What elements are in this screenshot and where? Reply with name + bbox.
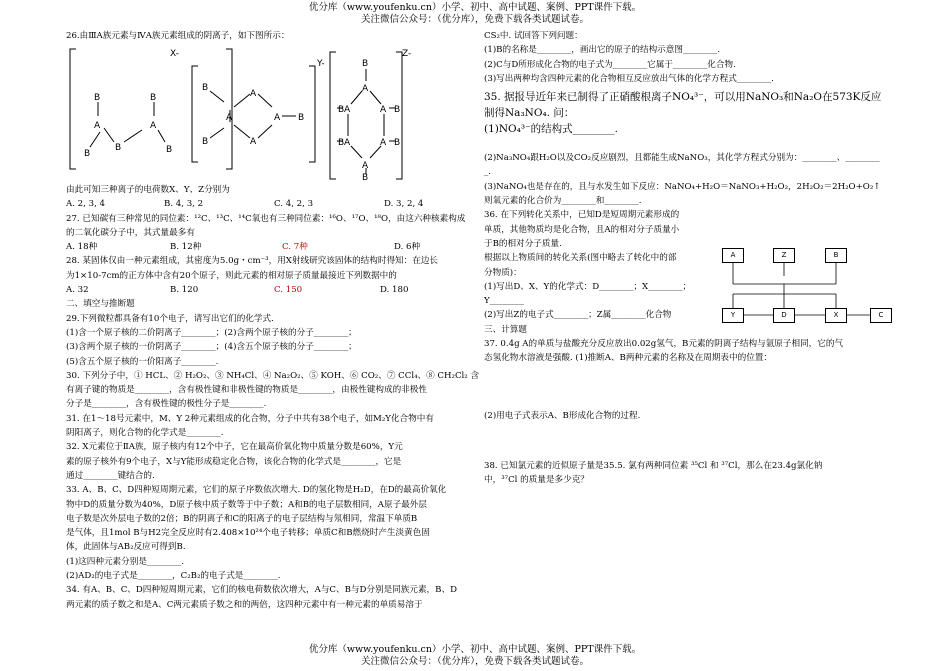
q27-stem: 27. 已知碳有三种常见的同位素：¹²C、¹³C、¹⁴C氧也有三种同位素：¹⁶O、¹⁷O、¹⁸O，由这六种核素构成 [66,213,466,224]
q35-part-3: (3)NaNO₄也是存在的，且与水发生如下反应：NaNO₄+H₂O＝NaNO₃+H₂O₂，2H₂O₂＝2H₂O+O₂↑ [484,181,881,192]
q34-part-1: (1)B的名称是________，画出它的原子的结构示意图________. [484,45,721,56]
q35-stem: 35. 据报导近年来已制得了正硝酸根离子NO₄³⁻，可以用NaNO₃和Na₂O在573K反应 [484,91,882,104]
atom-b: B [84,149,91,159]
option: D. 3, 2, 4 [384,199,424,210]
charge-x: X- [170,49,179,59]
flow-box-a: A [722,248,744,263]
q37-stem-cont: 态氢化物水溶液是强酸. (1)推断A、B两种元素的名称及在周期表中的位置： [484,353,772,364]
q27-stem-cont: 的二氧化碳分子中，其式量最多有 [66,227,195,238]
atom-a: A [150,121,157,131]
q35-part-2-end: _. [484,167,492,178]
q34-continued: CS₂中. 试回答下列问题： [484,31,583,41]
atom-b: B [394,138,401,148]
q28-options [66,283,474,297]
q36-stem-e: 分物质)： [484,267,522,278]
q32-stem: 32. X元素位于ⅡA族，原子核内有12个中子，它在最高价氧化物中质量分数是60%，Y元 [66,442,403,453]
option: B. 4, 3, 2 [164,199,204,210]
q35-stem-cont: 制得Na₃NO₄. 问： [484,107,575,120]
option: A. 32 [66,285,89,296]
q36-flow-diagram [718,244,893,324]
atom-b: B [94,93,101,103]
atom-b: B [202,83,209,93]
q34-stem-cont: 两元素的质子数之和是A、C两元素质子数之和的两倍，这四种元素中有一种元素的单质易溶于 [66,599,423,610]
atom-b: B [298,113,305,123]
q33-stem-e: 体，此固体与AB₂反应可得到B. [66,542,186,553]
q26-options [66,197,474,211]
q35-part-3-cont: 则氧元素的化合价为________和________. [484,196,642,207]
q35-part-1: (1)NO₄³⁻的结构式________. [484,123,618,136]
q26-text: 由此可知三种离子的电荷数X、Y、Z分别为 [66,185,230,195]
q33-stem-d: 是气体，且1mol B与H2完全反应时有2.408×10²⁴个电子转移；单质C和B燃烧时产生淡黄色固 [66,528,430,539]
q28-stem: 28. 某固体仅由一种元素组成，其密度为5.0g・cm⁻³，用X射线研究该固体的结构时得知：在边长 [66,256,439,267]
q30-stem: 30. 下列分子中，① HCL、② H₂O₂、③ NH₄Cl、④ Na₂O₂、⑤ KOH、⑥ CO₂、⑦ CCl₄、⑧ CH₂Cl₂ 含 [66,370,480,381]
atom-a: A [362,161,369,171]
page-header [0,2,950,26]
q36-stem-b: 单质，其他物质均是化合物，且A的相对分子质量小 [484,224,680,235]
q36-part-1-cont: Y________ [484,296,525,307]
q29-line-2: (3)含两个原子核的一价阴离子________；(4)含五个原子核的分子________； [66,342,357,353]
q37-part-2: (2)用电子式表示A、B形成化合物的过程. [484,410,641,421]
q26-stem: 26.由ⅢA族元素与ⅣA族元素组成的阴离子，如下图所示： [66,31,290,41]
atom-b: B [202,137,209,147]
q27-options [66,240,474,254]
q35-part-2: (2)Na₃NO₄跟H₂O以及CO₂反应剧烈，且都能生成NaNO₃，其化学方程式分别为：________、________ [484,153,880,164]
option: A. 18种 [66,242,98,253]
atom-b: B [362,173,369,183]
flow-box-y: Y [722,308,744,323]
atom-b: B [115,143,122,153]
option: C. 7种 [282,242,308,253]
atom-a: A [344,138,351,148]
q29-line-1: (1)含一个原子核的二价阴离子________；(2)含两个原子核的分子________； [66,327,357,338]
atom-a: A [226,113,233,123]
atom-b: B [338,105,345,115]
header-line-1: 优分库（www.youfenku.cn）小学、初中、高中试题、案例、PPT课件下载。 [308,2,642,13]
q30-stem-cont: 有离子键的物质是________，含有极性键和非极性键的物质是________，由极性键构成的非极性 [66,385,427,396]
atom-b: B [166,145,173,155]
section-title: 二、填空与推断题 [66,299,135,310]
q29-stem: 29.下列微粒都具备有10个电子，请写出它们的化学式. [66,313,274,324]
q34-part-2: (2)C与D所形成化合物的电子式为________它属于________化合物. [484,59,736,70]
flow-box-d: D [773,308,795,323]
option: B. 120 [170,285,199,296]
q32-stem-end: 通过________键结合的. [66,470,155,481]
page-footer [0,644,950,668]
q36-stem-c: 于B的相对分子质量. [484,238,562,249]
q38-stem-cont: 中，³⁷Cl 的质量是多少克？ [484,475,589,486]
atom-a: A [274,113,281,123]
q34-part-3: (3)写出两种均含四种元素的化合物相互反应放出气体的化学方程式________. [484,73,774,84]
atom-a: A [250,89,257,99]
charge-y: Y- [317,59,325,69]
q32-stem-cont: 素的原子核外有9个电子，X与Y能形成稳定化合物，该化合物的化学式是________，它是 [66,456,402,467]
q30-stem-end: 分子是________，含有极性键的极性分子是________. [66,399,267,410]
q33-stem: 33. A、B、C、D四种短周期元素，它们的原子序数依次增大. D的氢化物是H₂D，在D的最高价氧化 [66,485,447,496]
q33-part-2: (2)AD₂的电子式是________，C₂B₂的电子式是________. [66,571,281,582]
q33-stem-b: 物中D的质量分数为40%，D原子核中质子数等于中子数；A和B的电子层数相同，A原子最外层 [66,499,427,510]
atom-b: B [338,138,345,148]
header-line-2: 关注微信公众号：（优分库），免费下载各类试题试卷。 [360,14,589,25]
q33-part-1: (1)这四种元素分别是________. [66,556,185,567]
q36-part-2: (2)写出Z的电子式________；Z属________化合物 [484,310,672,321]
charge-z: Z- [402,49,412,59]
option: A. 2, 3, 4 [66,199,105,210]
q37-stem: 37. 0.4g A的单质与盐酸充分反应放出0.02g氢气，B元素的阴离子结构与氩原子相同，它的气 [484,339,844,350]
option: C. 4, 2, 3 [274,199,314,210]
atom-b: B [394,105,401,115]
section-title: 三、计算题 [484,324,527,335]
q36-part-1: (1)写出D、X、Y的化学式：D________；X________； [484,281,692,292]
atom-a: A [94,121,101,131]
atom-a: A [250,137,257,147]
left-column-body [66,183,480,612]
q29-line-3: (5)含五个原子核的一价阳离子________. [66,356,219,367]
footer-line-1: 优分库（www.youfenku.cn）小学、初中、高中试题、案例、PPT课件下载。 [308,644,642,655]
footer-line-2: 关注微信公众号：（优分库），免费下载各类试题试卷。 [360,656,589,667]
q36-stem-d: 根据以上物质间的转化关系(图中略去了转化中的部 [484,253,677,264]
flow-box-x: X [825,308,847,323]
atom-b: B [362,59,369,69]
q31-stem-cont: 阴阳离子，则化合物的化学式是________. [66,428,224,439]
flow-box-z: Z [773,248,795,263]
atom-a: A [380,138,387,148]
option: D. 180 [380,285,409,296]
q31-stem: 31. 在1～18号元素中，M、Y 2种元素组成的化合物，分子中共有38个电子，如M₂Y化合物中有 [66,413,434,424]
q36-stem: 36. 在下列转化关系中，已知D是短周期元素形成的 [484,210,680,221]
flow-box-c: C [870,308,892,323]
q26-structures [66,44,412,188]
atom-a: A [344,105,351,115]
q33-stem-c: 电子数是次外层电子数的2倍；B的阴离子和C的阳离子的电子层结构与氖相同，常温下单质B [66,513,418,524]
atom-b: B [150,93,157,103]
q34-stem: 34. 有A、B、C、D四种短周期元素，它们的核电荷数依次增大，A与C、B与D分别是同族元素，B、D [66,585,457,596]
atom-a: A [362,84,369,94]
q28-stem-cont: 为1×10-7cm的正方体中含有20个原子，则此元素的相对原子质量最接近下列数据中的 [66,270,397,281]
option: D. 6种 [394,242,421,253]
option: C. 150 [274,285,303,296]
q38-stem: 38. 已知氯元素的近似原子量是35.5. 氯有两种同位素 ³⁵Cl 和 ³⁷Cl，那么在23.4g氯化钠 [484,460,823,471]
left-column [66,29,474,43]
flow-box-b: B [825,248,847,263]
atom-a: A [380,105,387,115]
option: B. 12种 [170,242,202,253]
